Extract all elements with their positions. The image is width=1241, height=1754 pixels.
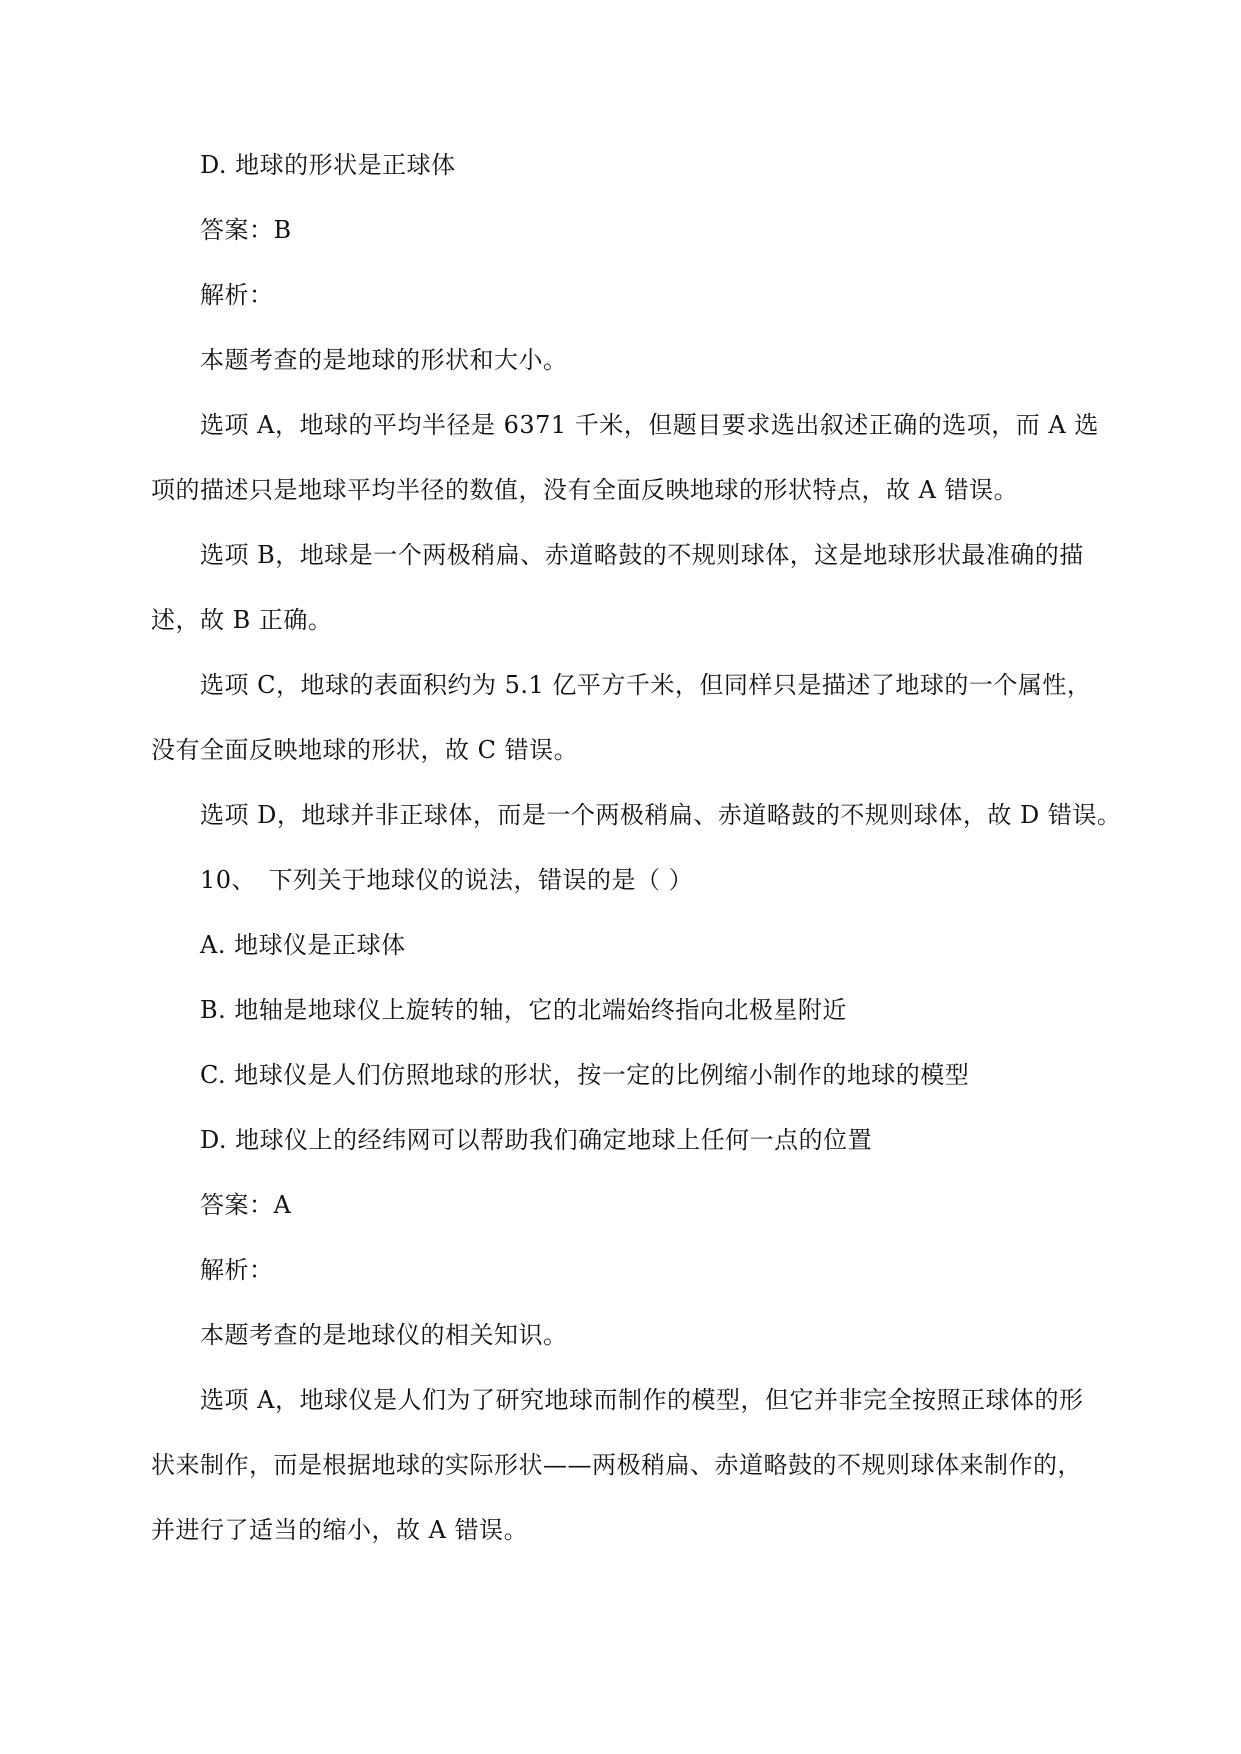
- question-10-analysis-a-line2: 状来制作，而是根据地球的实际形状——两极稍扁、赤道略鼓的不规则球体来制作的，: [151, 1451, 1082, 1479]
- analysis-option-b-line2: 述，故 B 正确。: [151, 606, 333, 634]
- analysis-option-c-line2: 没有全面反映地球的形状，故 C 错误。: [151, 736, 579, 764]
- question-10-option-c: C. 地球仪是人们仿照地球的形状，按一定的比例缩小制作的地球的模型: [200, 1061, 970, 1089]
- question-10-analysis-intro: 本题考查的是地球仪的相关知识。: [200, 1321, 568, 1349]
- question-10-analysis-a-line1: 选项 A，地球仪是人们为了研究地球而制作的模型，但它并非完全按照正球体的形: [200, 1386, 1084, 1414]
- analysis-option-b-line1: 选项 B，地球是一个两极稍扁、赤道略鼓的不规则球体，这是地球形状最准确的描: [200, 541, 1084, 569]
- question-10-option-d: D. 地球仪上的经纬网可以帮助我们确定地球上任何一点的位置: [200, 1126, 873, 1154]
- analysis-option-d: 选项 D，地球并非正球体，而是一个两极稍扁、赤道略鼓的不规则球体，故 D 错误。: [200, 801, 1122, 829]
- question-10-option-a: A. 地球仪是正球体: [200, 931, 406, 959]
- analysis-option-c-line1: 选项 C，地球的表面积约为 5.1 亿平方千米，但同样只是描述了地球的一个属性，: [200, 671, 1092, 699]
- question-10-answer: 答案：A: [200, 1191, 292, 1219]
- analysis-option-a-line1: 选项 A，地球的平均半径是 6371 千米，但题目要求选出叙述正确的选项，而 A 选: [200, 411, 1099, 439]
- question-10: 10、 下列关于地球仪的说法，错误的是（ ）: [200, 866, 694, 894]
- question-10-analysis-label: 解析：: [200, 1256, 274, 1284]
- question-10-option-b: B. 地轴是地球仪上旋转的轴，它的北端始终指向北极星附近: [200, 996, 847, 1024]
- analysis-intro-previous: 本题考查的是地球的形状和大小。: [200, 346, 568, 374]
- analysis-label-previous: 解析：: [200, 281, 274, 309]
- analysis-option-a-line2: 项的描述只是地球平均半径的数值，没有全面反映地球的形状特点，故 A 错误。: [151, 476, 1019, 504]
- option-d-previous: D. 地球的形状是正球体: [200, 151, 456, 179]
- question-10-analysis-a-line3: 并进行了适当的缩小，故 A 错误。: [151, 1516, 529, 1544]
- answer-previous: 答案：B: [200, 216, 292, 244]
